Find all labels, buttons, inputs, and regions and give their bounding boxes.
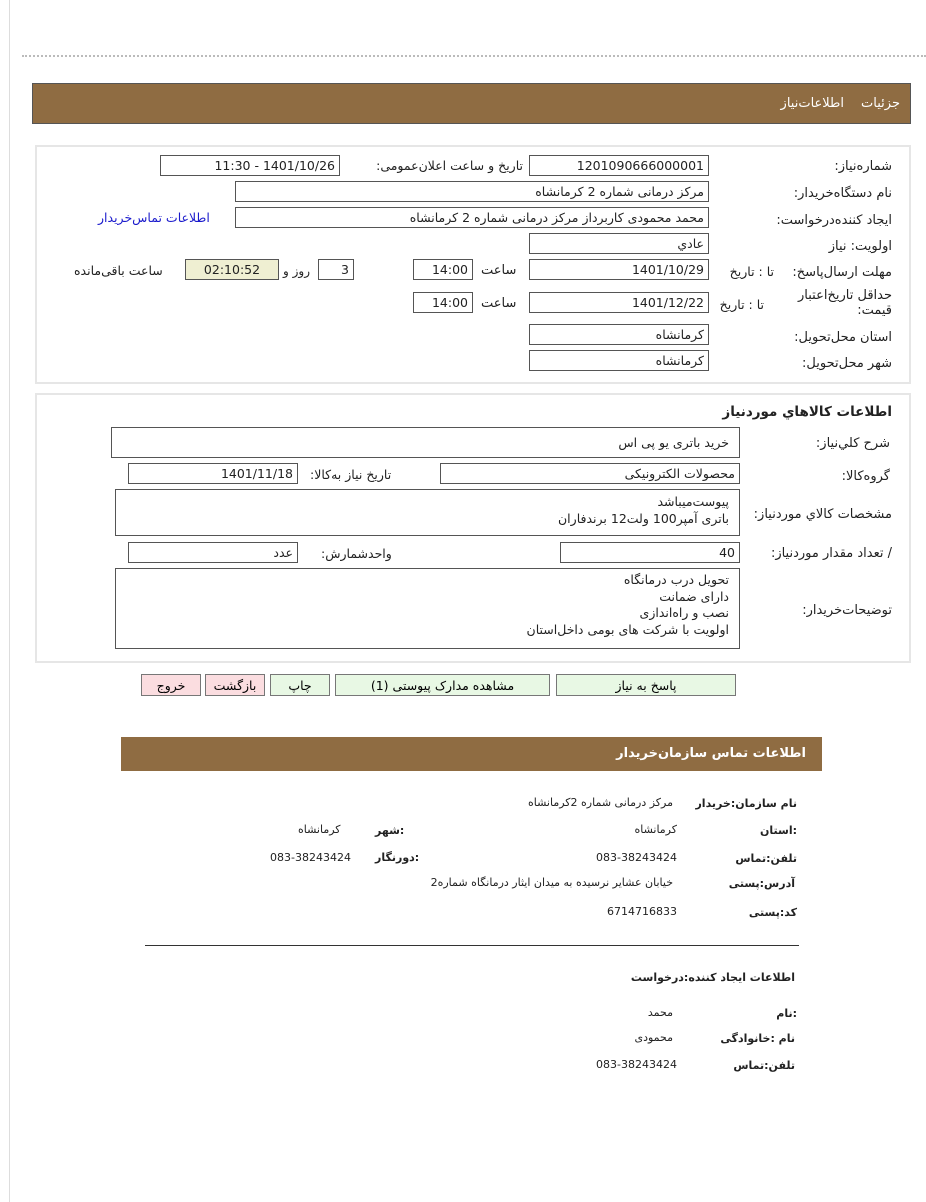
postal-label: کد:پستی <box>748 906 797 919</box>
dotted-divider <box>22 55 926 57</box>
left-border <box>9 0 10 1202</box>
announce-field: 1401/10/26 - 11:30 <box>160 155 340 176</box>
spec-line: باتری آمپر100 ولت12 برندفاران <box>558 511 729 526</box>
contact-title: اطلاعات تماس سازمان‌خریدار <box>616 746 806 761</box>
notes-field <box>115 568 740 649</box>
notes-line: تحویل درب درمانگاه <box>623 572 729 587</box>
postal-value: 6714716833 <box>607 905 677 918</box>
validity-time-label: ساعت <box>481 296 517 311</box>
desc-label: شرح کلي‌نیاز: <box>815 436 890 451</box>
announce-label: تاریخ و ساعت اعلان‌عمومی: <box>376 158 523 173</box>
days-field: 3 <box>318 259 354 280</box>
desc-field: خرید باتری یو پی اس <box>111 427 740 458</box>
notes-line: دارای ضمانت <box>659 588 729 604</box>
need-date-field: 1401/11/18 <box>128 463 298 484</box>
spec-field <box>115 489 740 536</box>
deadline-label: مهلت ارسال‌پاسخ: <box>792 265 892 280</box>
need-number-label: شماره‌نیاز: <box>834 159 892 174</box>
back-button[interactable]: بازگشت <box>205 674 265 696</box>
deadline-time-label: ساعت <box>481 263 517 278</box>
city-value: کرمانشاه <box>298 823 341 836</box>
buyer-contact-link[interactable]: اطلاعات تماس‌خریدار <box>98 210 210 225</box>
creator-label: ایجاد کننده‌درخواست: <box>776 213 892 228</box>
group-label: گروه‌کالا: <box>841 469 890 484</box>
name-label: :نام <box>776 1007 797 1020</box>
tab-details[interactable]: جزئیات <box>861 96 900 111</box>
need-date-label: تاریخ نیاز به‌کالا: <box>310 467 392 482</box>
buyer-label: نام دستگاه‌خریدار: <box>793 186 892 201</box>
tab-need-info[interactable]: اطلاعات‌نیاز <box>780 96 844 111</box>
deadline-to-date-label: تا : تاریخ <box>729 264 774 279</box>
notes-line: نصب و راه‌اندازی <box>639 605 729 620</box>
creator-info-title: اطلاعات ایجاد کننده:درخواست <box>630 971 795 984</box>
attachments-button[interactable]: مشاهده مدارک پیوستی (1) <box>335 674 550 696</box>
group-field: محصولات الکترونیکی <box>440 463 740 484</box>
notes-line: اولویت با شرکت های بومی داخل‌استان <box>526 621 729 637</box>
notes-label: توضیحات‌خریدار: <box>802 603 892 618</box>
reply-button[interactable]: پاسخ به نیاز <box>556 674 736 696</box>
province-value: کرمانشاه <box>634 823 677 836</box>
creator-phone-value: 083-38243424 <box>596 1058 677 1071</box>
print-button[interactable]: چاپ <box>270 674 330 696</box>
remaining-time-field: 02:10:52 <box>185 259 279 280</box>
qty-label: / تعداد مقدار مورد‌نیاز: <box>770 546 892 561</box>
family-label: نام :خانوادگی <box>720 1032 795 1045</box>
contact-divider <box>145 945 799 946</box>
exit-button[interactable]: خروج <box>141 674 201 696</box>
creator-phone-label: تلفن:تماس <box>733 1059 795 1072</box>
phone-label: تلفن:تماس <box>735 852 797 865</box>
spec-label: مشخصات کالاي مورد‌نیاز: <box>753 507 892 522</box>
priority-label: اولویت: نیاز <box>828 239 892 254</box>
address-value: خیابان عشایر نرسیده به میدان ایثار درمانگاه شماره2 <box>430 876 673 889</box>
need-number-field: 1201090666000001 <box>529 155 709 176</box>
validity-time-field: 14:00 <box>413 292 473 313</box>
validity-label: حداقل تاریخ‌اعتبار قیمت: <box>798 288 892 318</box>
validity-to-date-label: تا : تاریخ <box>719 297 764 312</box>
address-label: آدرس:پستی <box>728 877 795 890</box>
goods-title: اطلاعات کالاهاي موردنیاز <box>722 404 892 420</box>
fax-label: :دورنگار <box>375 851 420 864</box>
qty-field: 40 <box>560 542 740 563</box>
province-label: استان محل‌تحویل: <box>794 330 892 345</box>
city-label: شهر محل‌تحویل: <box>802 356 892 371</box>
province-label: :استان <box>760 824 797 837</box>
org-label: نام سازمان:خریدار <box>695 797 797 810</box>
buyer-field: مرکز درمانی شماره 2 کرمانشاه <box>235 181 709 202</box>
contact-header <box>121 737 822 771</box>
page-header <box>32 83 911 124</box>
priority-field: عادي <box>529 233 709 254</box>
fax-value: 083-38243424 <box>270 851 351 864</box>
city-field: کرمانشاه <box>529 350 709 371</box>
creator-field: محمد محمودی کاربرداز مرکز درمانی شماره 2 کرمانشاه <box>235 207 709 228</box>
unit-field: عدد <box>128 542 298 563</box>
spec-line: پیوست‌میباشد <box>657 494 729 509</box>
remaining-label: ساعت باقی‌مانده <box>74 263 163 278</box>
org-value: مرکز درمانی شماره 2کرمانشاه <box>528 796 673 809</box>
unit-label: واحد‌شمارش: <box>321 546 392 561</box>
province-field: کرمانشاه <box>529 324 709 345</box>
name-value: محمد <box>647 1006 673 1019</box>
deadline-time-field: 14:00 <box>413 259 473 280</box>
days-label: روز و <box>283 264 310 278</box>
city-label: :شهر <box>375 824 405 837</box>
phone-value: 083-38243424 <box>596 851 677 864</box>
family-value: محمودی <box>634 1031 673 1044</box>
deadline-date-field: 1401/10/29 <box>529 259 709 280</box>
validity-date-field: 1401/12/22 <box>529 292 709 313</box>
